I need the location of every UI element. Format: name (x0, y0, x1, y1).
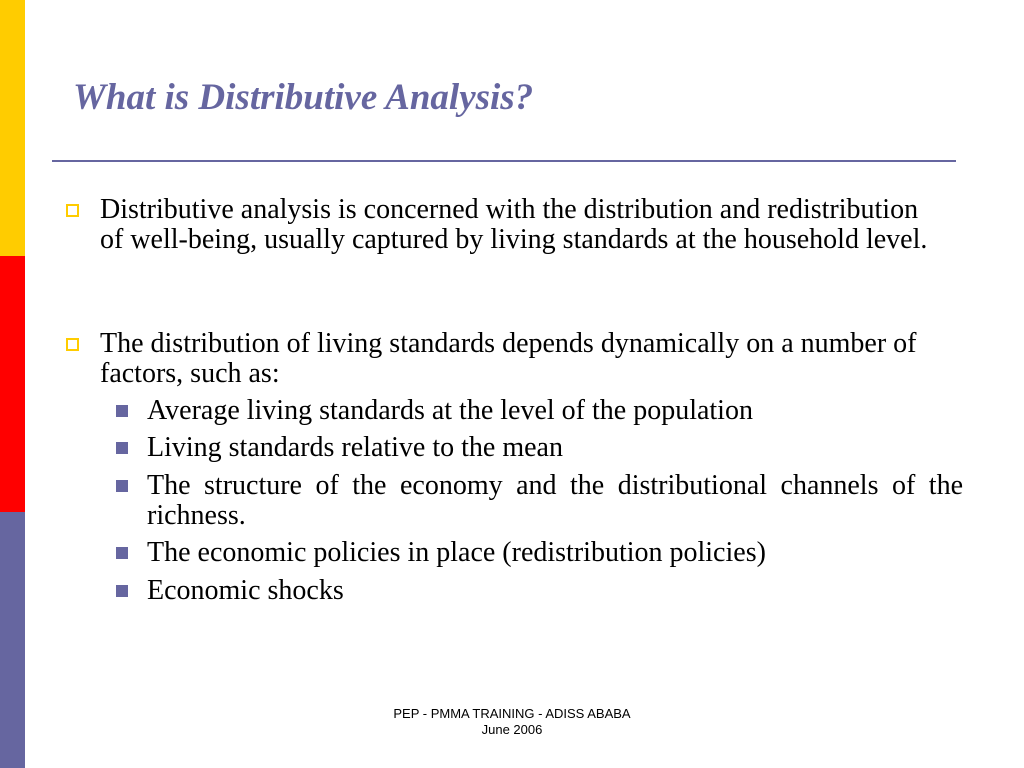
filled-square-bullet-icon (116, 547, 128, 559)
sub-bullet-text: The economic policies in place (redistribution policies) (147, 537, 766, 568)
sub-bullet-text: Living standards relative to the mean (147, 432, 563, 463)
accent-bar-blue (0, 512, 25, 768)
footer-line-1: PEP - PMMA TRAINING - ADISS ABABA (393, 706, 631, 721)
sub-bullet-text: The structure of the economy and the distributional channels of the richness. (147, 470, 963, 531)
accent-bar-yellow (0, 0, 25, 256)
filled-square-bullet-icon (116, 480, 128, 492)
hollow-square-bullet-icon (66, 338, 79, 351)
accent-bar-red (0, 256, 25, 512)
slide-title: What is Distributive Analysis? (73, 77, 534, 118)
bullet-text: The distribution of living standards depends dynamically on a number of factors, such as: (100, 328, 917, 389)
title-divider (52, 160, 956, 162)
footer-line-2: June 2006 (481, 722, 543, 737)
hollow-square-bullet-icon (66, 204, 79, 217)
filled-square-bullet-icon (116, 442, 128, 454)
sub-bullet-text: Average living standards at the level of the population (147, 395, 753, 426)
filled-square-bullet-icon (116, 405, 128, 417)
bullet-text: Distributive analysis is concerned with the distribution and redistribution of well-being, usually captured by living standards at the household level. (100, 194, 928, 255)
sub-bullet-text: Economic shocks (147, 575, 344, 606)
slide-footer (312, 706, 712, 738)
filled-square-bullet-icon (116, 585, 128, 597)
